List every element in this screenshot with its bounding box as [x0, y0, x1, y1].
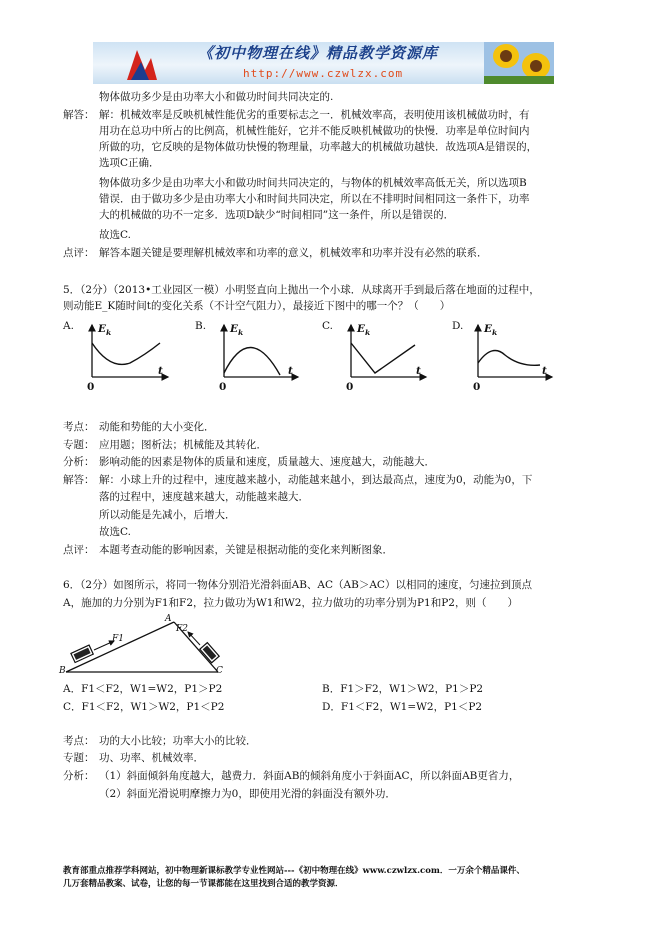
- graph-b-xlabel: t: [288, 365, 293, 377]
- q6-option-d[interactable]: D．F1＜F2，W1=W2，P1＜P2: [322, 701, 483, 713]
- q6-zhuanti-label: 专题：: [63, 752, 95, 764]
- site-banner: [93, 42, 554, 84]
- q6-fenxi-label: 分析：: [63, 770, 95, 782]
- q4-cut-line: 物体做功多少是由功率大小和做功时间共同决定的.: [99, 91, 334, 103]
- q5-fenxi-label: 分析：: [63, 456, 95, 468]
- q5-stem-line1: 5．（2分）（2013•工业园区一模）小明竖直向上抛出一个小球．从球离开手到最后落在地面的过程中，: [63, 284, 540, 296]
- q4-answer-label: 解答：: [63, 109, 95, 121]
- q5-jieda-line: 故选C.: [99, 526, 131, 538]
- q4-answer-line: 大的机械做的功不一定多．选项D缺少“时间相同”这一条件，所以是错误的．: [99, 209, 455, 221]
- footer-line1: 教育部重点推荐学科网站，初中物理新课标教学专业性网站---《初中物理在线》www.czwlzx.com．一万余个精品课件、: [63, 866, 525, 876]
- graph-d-ylabel: $E_k$: [484, 323, 498, 338]
- q5-dianping: 本题考查动能的影响因素，关键是根据动能的变化来判断图象．: [99, 544, 393, 556]
- q4-comment-label: 点评：: [63, 247, 95, 259]
- fig-label-c: C: [216, 666, 223, 676]
- banner-title: 《初中物理在线》精品教学资源库: [198, 44, 439, 62]
- sunflower-icon: [484, 42, 554, 84]
- graph-a-ylabel: $E_k$: [98, 323, 112, 338]
- q4-answer-line: 故选C.: [99, 229, 131, 241]
- graph-b-origin: 0: [219, 381, 227, 393]
- q6-option-b[interactable]: B．F1＞F2，W1＞W2，P1＞P2: [322, 683, 484, 695]
- fig-label-f1: F1: [112, 634, 124, 644]
- q4-answer-line: 物体做功多少是由功率大小和做功时间共同决定的，与物体的机械效率高低无关，所以选项B: [99, 177, 527, 189]
- graph-a-origin: 0: [87, 381, 95, 393]
- fig-label-f2: F2: [176, 624, 188, 634]
- q4-answer-line: 错误．由于做功多少是由功率大小和时间共同决定，所以在不排明时间相同这一条件下，功率: [99, 193, 530, 205]
- q6-stem-line2: A，施加的力分别为F1和F2，拉力做功为W1和W2，拉力做功的功率分别为P1和P2，则（ ）: [63, 597, 518, 609]
- q6-fenxi-line: （1）斜面倾斜角度越大，越费力．斜面AB的倾斜角度小于斜面AC，所以斜面AB更省力，: [99, 770, 520, 782]
- q5-zhuanti-label: 专题：: [63, 439, 95, 451]
- q5-fenxi: 影响动能的因素是物体的质量和速度，质量越大、速度越大，动能越大．: [99, 456, 435, 468]
- q5-jieda-line: 解：小球上升的过程中，速度越来越小，动能越来越小，到达最高点，速度为0，动能为0，下: [99, 474, 533, 486]
- q6-zhuanti: 功、功率、机械效率．: [99, 752, 204, 764]
- q4-answer-line: 所做的功，它反映的是物体做功快慢的物理量，功率越大的机械做功越快．故选项A是错误的，: [99, 141, 538, 153]
- q4-answer-line: 解：机械效率是反映机械性能优劣的重要标志之一．机械效率高，表明使用该机械做功时，有: [99, 109, 530, 121]
- q5-graph-label-d: D.: [452, 320, 464, 332]
- q6-kaodian-label: 考点：: [63, 735, 95, 747]
- banner-url[interactable]: http://www.czwlzx.com: [243, 67, 404, 80]
- graph-b-ylabel: $E_k$: [230, 323, 244, 338]
- q5-jieda-label: 解答：: [63, 474, 95, 486]
- graph-c-ylabel: $E_k$: [357, 323, 371, 338]
- q5-graph-label-a: A.: [63, 320, 74, 332]
- q6-kaodian: 功的大小比较；功率大小的比较．: [99, 735, 257, 747]
- graph-a-xlabel: t: [158, 365, 163, 377]
- fig-label-b: B: [59, 666, 66, 676]
- q5-jieda-line: 所以动能是先减小，后增大．: [99, 509, 236, 521]
- q5-kaodian-label: 考点：: [63, 421, 95, 433]
- q4-comment: 解答本题关键是要理解机械效率和功率的意义，机械效率和功率并没有必然的联系．: [99, 247, 488, 259]
- q4-answer-line: 用功在总功中所占的比例高，机械性能好，它并不能反映机械做功的快慢．功率是单位时间内: [99, 125, 530, 137]
- q5-graph-label-b: B.: [195, 320, 207, 332]
- q5-stem-line2: 则动能E_K随时间t的变化关系（不计空气阻力），最接近下图中的哪一个？（ ）: [63, 300, 451, 312]
- graph-d-origin: 0: [473, 381, 481, 393]
- q5-zhuanti: 应用题；图析法；机械能及其转化．: [99, 439, 267, 451]
- q4-answer-line: 选项C正确．: [99, 157, 160, 169]
- q6-option-a[interactable]: A．F1＜F2，W1=W2，P1＞P2: [63, 683, 223, 695]
- q6-option-c[interactable]: C．F1＜F2，W1＞W2，P1＜P2: [63, 701, 225, 713]
- graph-c-origin: 0: [346, 381, 354, 393]
- q6-stem-line1: 6．（2分）如图所示，将同一物体分别沿光滑斜面AB、AC（AB＞AC）以相同的速度，匀速拉到顶点: [63, 579, 532, 591]
- footer-line2: 几万套精品教案、试卷，让您的每一节课都能在这里找到合适的教学资源．: [63, 879, 344, 889]
- graph-d-xlabel: t: [542, 365, 547, 377]
- q6-fenxi-line: （2）斜面光滑说明摩擦力为0，即使用光滑的斜面没有额外功．: [99, 788, 396, 800]
- q5-jieda-line: 落的过程中，速度越来越大，动能越来越大．: [99, 491, 309, 503]
- q5-dianping-label: 点评：: [63, 544, 95, 556]
- fig-label-a: A: [165, 614, 172, 624]
- graph-c-xlabel: t: [416, 365, 421, 377]
- q5-kaodian: 动能和势能的大小变化．: [99, 421, 215, 433]
- logo-icon: [121, 44, 161, 84]
- q5-graph-label-c: C.: [322, 320, 333, 332]
- q6-incline-figure: [62, 612, 262, 678]
